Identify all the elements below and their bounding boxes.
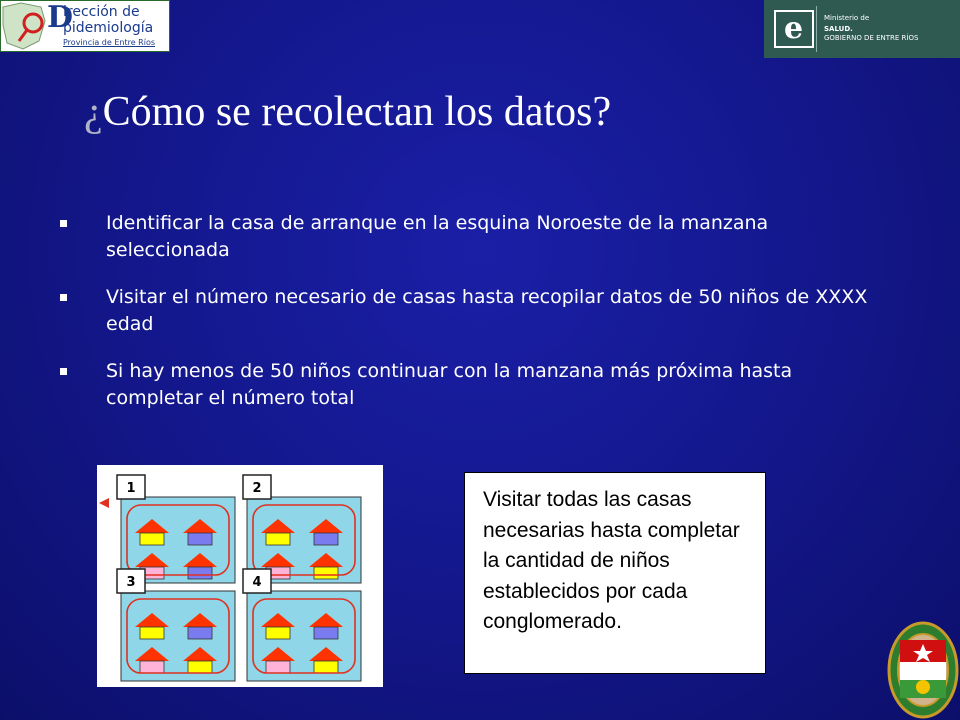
bullet-text: Visitar el número necesario de casas hasta recopilar datos de 50 niños de XXXX edad [106,286,868,335]
blocks-diagram [97,465,383,687]
house-body [140,627,164,639]
title-text: Cómo se recolectan los datos? [102,89,612,135]
block-number: 2 [252,481,262,496]
start-arrow-icon [99,498,109,508]
house-body [188,567,212,579]
bullet-list [58,210,888,432]
provincial-shield-icon [886,620,960,720]
callout-box [464,472,766,674]
ministry-line-2: SALUD. [824,25,853,33]
city-block [121,591,235,681]
house-body [314,567,338,579]
block-number: 4 [252,575,262,590]
er-mark-icon: e [774,10,814,48]
bullet-text: Identificar la casa de arranque en la esquina Noroeste de la manzana seleccionada [106,212,769,261]
ministry-line-3: GOBIERNO DE ENTRE RÍOS [824,34,919,42]
house-body [314,627,338,639]
house-body [188,661,212,673]
bullet-item [58,210,888,264]
house-body [140,661,164,673]
logo-subline: Provincia de Entre Ríos [63,38,156,47]
bullet-text: Si hay menos de 50 niños continuar con la manzana más próxima hasta completar el número total [106,360,793,409]
house-body [266,661,290,673]
house-body [314,533,338,545]
logo-line-1: irección de [63,4,140,20]
epidemiology-logo [0,0,170,52]
slide-title [84,88,611,136]
logo-letter-d: D [47,0,74,35]
city-block [247,591,361,681]
title-question-mark: ¿ [84,89,103,135]
ministry-line-1: Ministerio de [824,14,870,22]
logo-divider [816,6,817,52]
bullet-item [58,284,888,338]
house-body [314,661,338,673]
house-body [266,533,290,545]
logo-line-2: pidemiología [63,20,154,36]
ministry-logo [764,0,960,58]
house-body [188,533,212,545]
square-bullet-icon [60,294,67,301]
callout-text: Visitar todas las casas necesarias hasta completar la cantidad de niños establecidos por cada conglomerado. [483,488,740,633]
square-bullet-icon [60,368,67,375]
bullet-item [58,358,888,412]
house-body [188,627,212,639]
house-body [266,627,290,639]
block-number: 3 [126,575,136,590]
square-bullet-icon [60,220,67,227]
province-map-icon [1,1,47,51]
block-number: 1 [126,481,136,496]
house-body [140,533,164,545]
blocks-diagram-svg [97,465,383,687]
